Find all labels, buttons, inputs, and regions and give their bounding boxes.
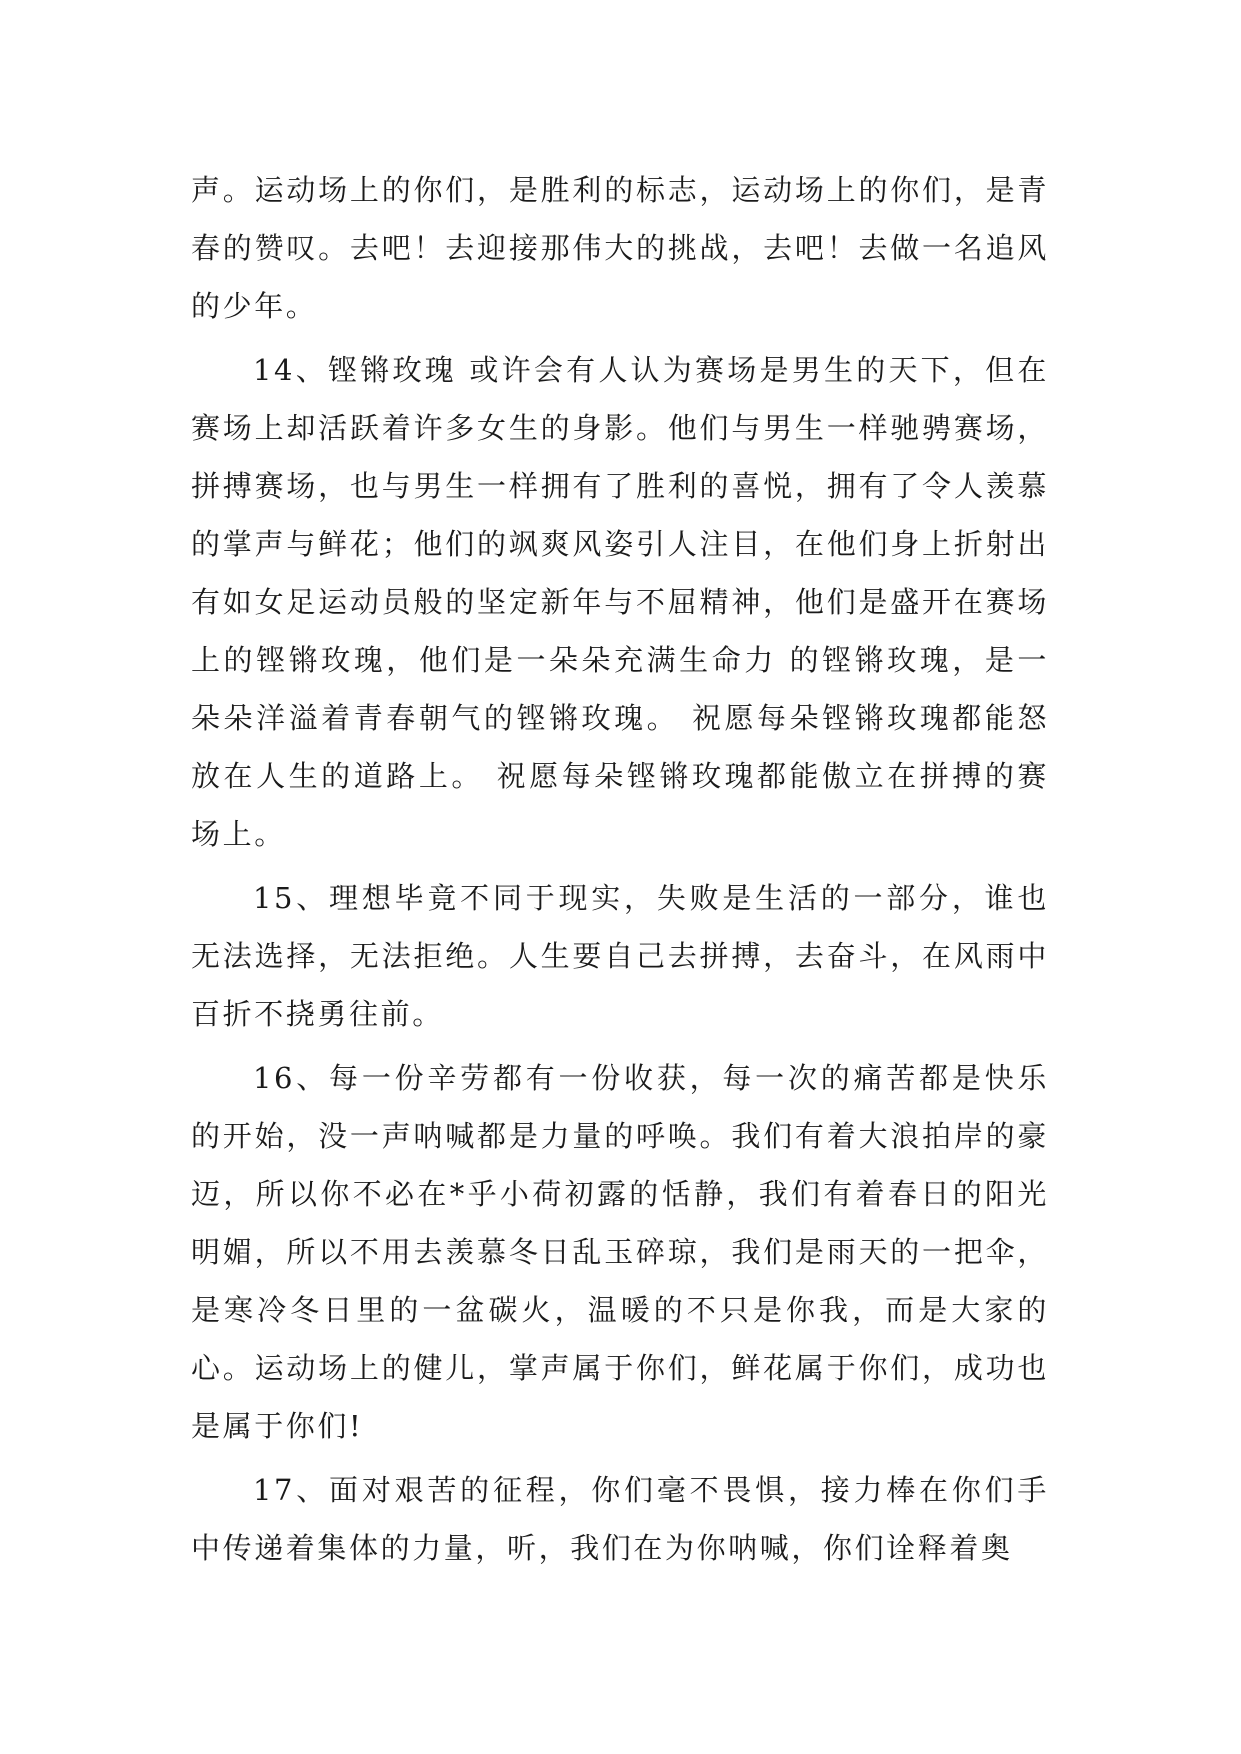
paragraph-15: 15、理想毕竟不同于现实，失败是生活的一部分，谁也无法选择，无法拒绝。人生要自己去拼搏，去奋斗，在风雨中百折不挠勇往前。 bbox=[191, 881, 1049, 1031]
document-body bbox=[191, 161, 1049, 1583]
paragraph-14: 14、铿锵玫瑰 或许会有人认为赛场是男生的天下，但在赛场上却活跃着许多女生的身影。他们与男生一样驰骋赛场，拼搏赛场，也与男生一样拥有了胜利的喜悦，拥有了令人羡慕的掌声与鲜花；他们的飒爽风姿引人注目，在他们身上折射出有如女足运动员般的坚定新年与不屈精神，他们是盛开在赛场上的铿锵玫瑰，他们是一朵朵充满生命力 的铿锵玫瑰，是一朵朵洋溢着青春朝气的铿锵玫瑰。 祝愿每朵铿锵玫瑰都能怒放在人生的道路上。 祝愿每朵铿锵玫瑰都能傲立在拼搏的赛场上。 bbox=[191, 353, 1049, 851]
paragraph-17: 17、面对艰苦的征程，你们毫不畏惧，接力棒在你们手中传递着集体的力量，听，我们在为你呐喊，你们诠释着奥 bbox=[191, 1473, 1049, 1565]
paragraph-continuation: 声。运动场上的你们，是胜利的标志，运动场上的你们，是青春的赞叹。去吧！去迎接那伟大的挑战，去吧！去做一名追风的少年。 bbox=[191, 173, 1049, 323]
paragraph-16: 16、每一份辛劳都有一份收获，每一次的痛苦都是快乐的开始，没一声呐喊都是力量的呼唤。我们有着大浪拍岸的豪迈，所以你不必在*乎小荷初露的恬静，我们有着春日的阳光明媚，所以不用去羡慕冬日乱玉碎琼，我们是雨天的一把伞，是寒冷冬日里的一盆碳火，温暖的不只是你我，而是大家的心。运动场上的健儿，掌声属于你们，鲜花属于你们，成功也是属于你们! bbox=[191, 1061, 1049, 1443]
